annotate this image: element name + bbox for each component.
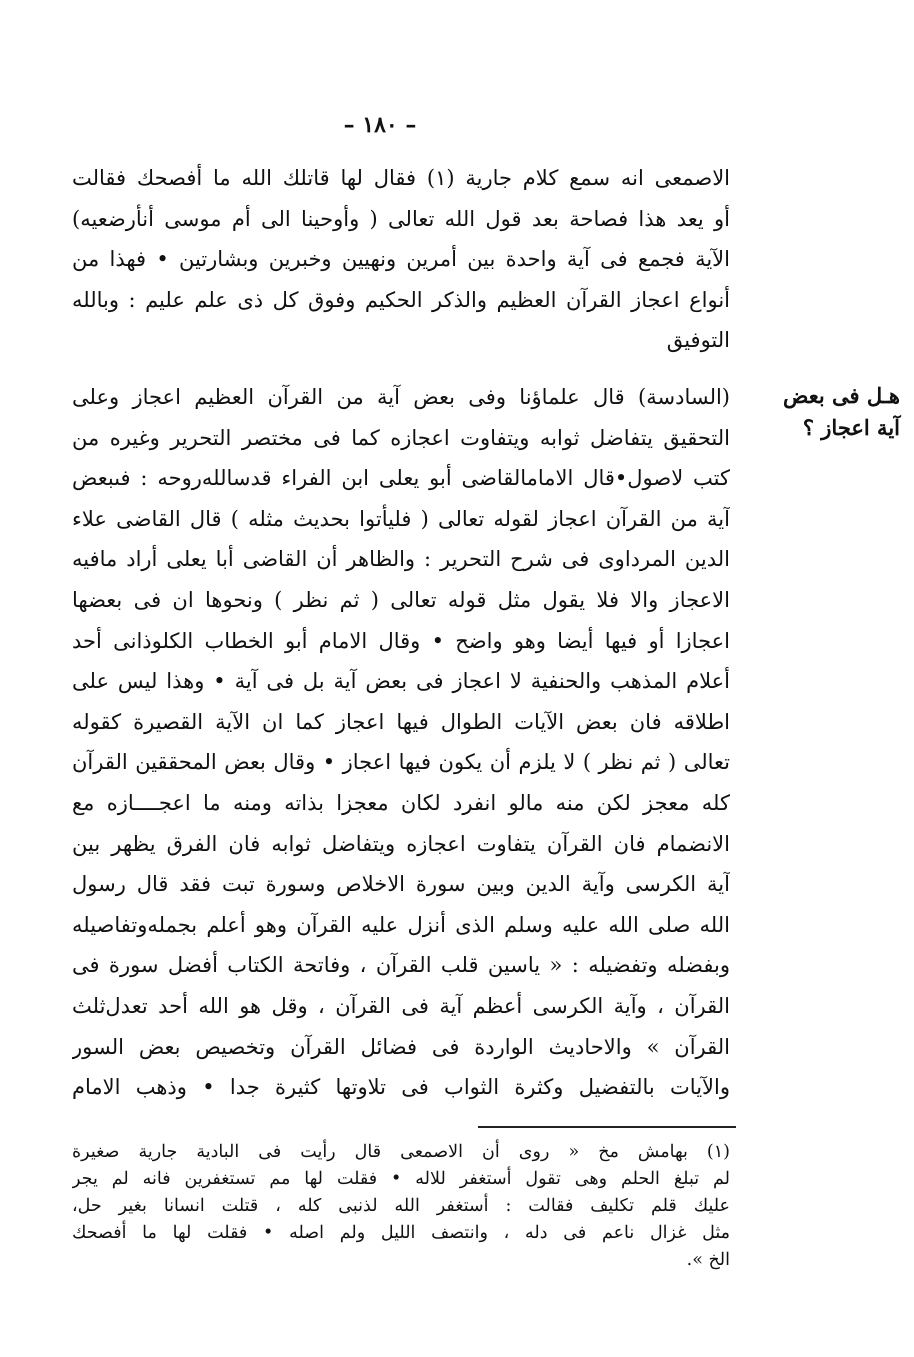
margin-heading (740, 380, 900, 444)
text-line: اطلاقه فان بعض الآيات الطوال فيها اعجاز كما ان الآية القصيرة كقوله (72, 709, 730, 734)
text-line: الدين المرداوى فى شرح التحرير : والظاهر أن القاضى أبا يعلى أراد مافيه (72, 547, 730, 572)
margin-heading-line: آية اعجاز ؟ (802, 415, 900, 440)
footnote-line: مثل غزال ناعم فى دله ، وانتصف الليل ولم اصله • فقلت لها ما أفصحك (72, 1223, 730, 1243)
text-line: الآية فجمع فى آية واحدة بين أمرين ونهيين وخبرين وبشارتين • فهذا من (72, 247, 730, 272)
footnote (72, 1139, 730, 1274)
footnote-line: لم تبلغ الحلم وهى تقول أستغفر للاله • فقلت لها مم تستغفرين فانه لم يجر (72, 1169, 730, 1189)
text-line: الله صلى الله عليه وسلم الذى أنزل عليه القرآن وهو أعلم بجمله‌وتفاصيله (72, 912, 730, 937)
text-line: (السادسة) قال علماؤنا وفى بعض آية من القرآن العظيم اعجاز وعلى (72, 385, 730, 409)
text-line: أعلام المذهب والحنفية لا اعجاز فى بعض آية بل فى آية • وهذا ليس على (72, 669, 730, 694)
text-line: أو يعد هذا فصاحة بعد قول الله تعالى ( وأوحينا الى أم موسى أنأرضعيه) (72, 206, 730, 231)
text-line: القرآن ، وآية الكرسى أعظم آية فى القرآن ، وقل هو الله أحد تعدل‌ثلث (72, 993, 730, 1018)
margin-heading-line: هـل فى بعض (783, 383, 900, 408)
page-number: – ١٨٠ – (343, 112, 417, 138)
text-line: آية من القرآن اعجاز لقوله تعالى ( فليأتوا بحديث مثله ) قال القاضى علاء (72, 506, 730, 531)
paragraph-1 (72, 158, 730, 361)
footnote-divider (478, 1126, 736, 1128)
text-line: القرآن » والاحاديث الواردة فى فضائل القرآن وتخصيص بعض السور (72, 1034, 730, 1059)
text-line: وبفضله وتفضيله : « ياسين قلب القرآن ، وفاتحة الكتاب أفضل سورة فى (72, 953, 730, 978)
text-line: الاعجاز والا فلا يقول مثل قوله تعالى ( ثم نظر ) ونحوها ان فى بعضها (72, 587, 730, 612)
text-line: اعجازا أو فيها أيضا وهو واضح • وقال الامام أبو الخطاب الكلوذانى أحد (72, 628, 730, 653)
footnote-line: الخ ». (686, 1250, 730, 1270)
text-line: أنواع اعجاز القرآن العظيم والذكر الحكيم وفوق كل ذى علم عليم : وبالله (72, 287, 730, 312)
text-line: الانضمام فان القرآن يتفاوت اعجازه ويتفاضل ثوابه فان الفرق يظهر بين (72, 831, 730, 856)
text-line: آية الكرسى وآية الدين وبين سورة الاخلاص وسورة تبت فقد قال رسول (72, 872, 730, 897)
footnote-line: عليك قلم تكليف فقالت : أستغفر الله لذنبى كله ، قتلت انسانا بغير حل، (72, 1196, 730, 1216)
text-line: التحقيق يتفاضل ثوابه ويتفاوت اعجازه كما فى مختصر التحرير وغيره من (72, 425, 730, 450)
text-line: كله معجز لكن منه مالو انفرد لكان معجزا بذاته ومنه ما اعجــــازه مع (72, 790, 730, 815)
footnote-line: (١) بهامش مخ « روى أن الاصمعى قال رأيت فى البادية جارية صغيرة (72, 1142, 730, 1162)
text-line: الاصمعى انه سمع كلام جارية (١) فقال لها قاتلك الله ما أفصحك فقالت (72, 166, 730, 190)
text-line: كتب لاصول•قال الامامالقاضى أبو يعلى ابن الفراء قدسالله‌روحه : فىبعض (72, 466, 730, 491)
paragraph-2 (72, 377, 730, 1108)
text-line: والآيات بالتفضيل وكثرة الثواب فى تلاوتها كثيرة جدا • وذهب الامام (72, 1075, 730, 1100)
text-line: التوفيق (666, 328, 730, 353)
text-line: تعالى ( ثم نظر ) لا يلزم أن يكون فيها اعجاز • وقال بعض المحققين القرآن (72, 750, 730, 775)
